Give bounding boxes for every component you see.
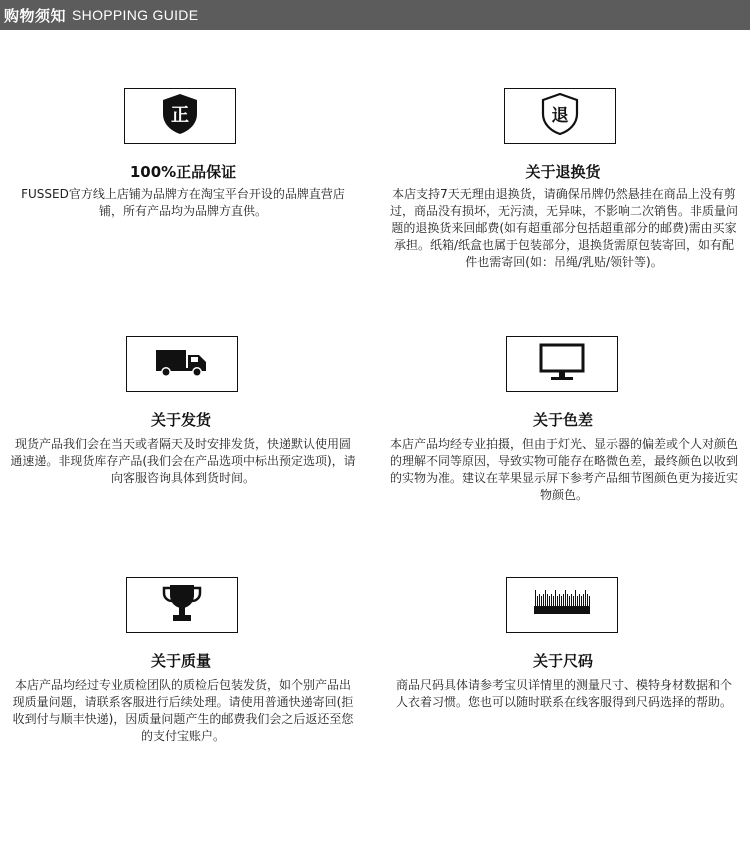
shopping-guide-header	[0, 0, 750, 30]
section-title: 关于质量	[150, 652, 211, 670]
ruler-icon	[532, 588, 592, 622]
icon-box	[124, 88, 236, 144]
shield-glyph: 退	[551, 106, 569, 126]
shield-glyph: 正	[171, 105, 189, 126]
section-title: 关于发货	[150, 411, 211, 429]
section-desc: FUSSED官方线上店铺为品牌方在淘宝平台开设的品牌直营店铺，所有产品均为品牌方直供。	[21, 187, 345, 218]
section-desc: 本店支持7天无理由退换货，请确保吊牌仍然悬挂在商品上没有剪过，商品没有损坏，无污渍，无异味，不影响二次销售。非质量问题的退换货来回邮费(如有超重部分包括超重部分的邮费)需由买家承担。纸箱/纸盒也属于包装部分，退换货需原包装寄回，如有配件也需寄回(如：吊绳/乳贴/领针等)。	[389, 187, 738, 269]
section-desc: 本店产品均经专业拍摄，但由于灯光、显示器的偏差或个人对颜色的理解不同等原因，导致实物可能存在略微色差，最终颜色以收到的实物为准。建议在苹果显示屏下参考产品细节图颜色更为接近实物颜色。	[389, 437, 738, 502]
section-title: 关于退换货	[525, 163, 601, 181]
shield-tui-icon	[540, 92, 580, 140]
icon-box	[126, 577, 238, 633]
section-title: 关于尺码	[532, 652, 593, 670]
section-desc: 商品尺码具体请参考宝贝详情里的测量尺寸、模特身材数据和个人衣着习惯。您也可以随时联系在线客服得到尺码选择的帮助。	[395, 678, 732, 709]
shield-zheng-icon	[160, 92, 200, 140]
truck-icon	[154, 346, 210, 382]
monitor-icon	[537, 342, 587, 386]
icon-box	[126, 336, 238, 392]
icon-box	[506, 336, 618, 392]
header-title-cn: 购物须知	[4, 6, 67, 25]
section-title: 关于色差	[532, 411, 593, 429]
trophy-icon	[161, 581, 203, 629]
section-desc: 本店产品均经过专业质检团队的质检后包装发货，如个别产品出现质量问题，请联系客服进行后续处理。请使用普通快递寄回(拒收到付与顺丰快递)，因质量问题产生的邮费我们会之后返还至您的支付宝账户。	[12, 678, 354, 743]
icon-box	[504, 88, 616, 144]
header-title-en: SHOPPING GUIDE	[72, 7, 199, 23]
icon-box	[506, 577, 618, 633]
section-title: 100%正品保证	[129, 163, 237, 181]
section-desc: 现货产品我们会在当天或者隔天及时安排发货，快递默认使用圆通速递。非现货库存产品(我们会在产品选项中标出预定选项)，请向客服咨询具体到货时间。	[10, 437, 356, 485]
